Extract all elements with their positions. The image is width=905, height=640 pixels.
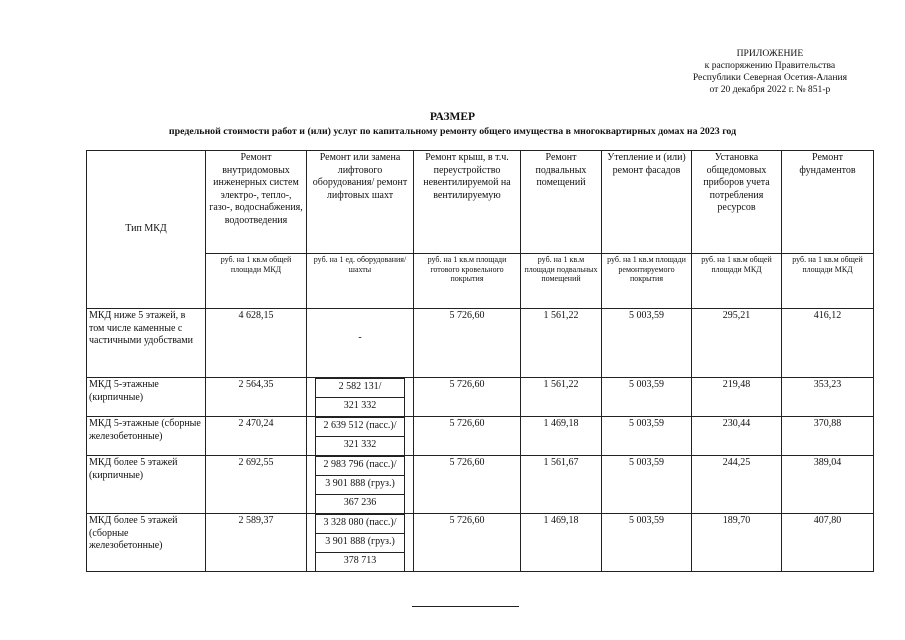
cell-facade: 5 003,59 xyxy=(602,309,692,378)
lift-values xyxy=(315,378,405,416)
cell-roof: 5 726,60 xyxy=(414,514,521,572)
cell-engineering: 2 470,24 xyxy=(206,417,307,456)
cell-facade: 5 003,59 xyxy=(602,456,692,514)
cell-meters: 244,25 xyxy=(692,456,782,514)
cell-engineering: 2 589,37 xyxy=(206,514,307,572)
lift-value: 378 713 xyxy=(316,553,405,572)
cell-roof: 5 726,60 xyxy=(414,378,521,417)
unit-row xyxy=(87,254,874,309)
column-header: Ремонт внутридомовых инженерных систем электро-, тепло-, газо-, водоснабжения, водоотведения xyxy=(206,151,307,254)
cell-basement: 1 469,18 xyxy=(521,514,602,572)
cell-foundation: 353,23 xyxy=(782,378,874,417)
appendix-block xyxy=(693,48,847,96)
table-row xyxy=(87,417,874,456)
table-row xyxy=(87,456,874,514)
unit-cell: руб. на 1 кв.м площади готового кровельного покрытия xyxy=(414,254,521,309)
cell-lift xyxy=(307,378,414,417)
unit-cell: руб. на 1 ед. оборудования/шахты xyxy=(307,254,414,309)
lift-value: 3 901 888 (груз.) xyxy=(316,476,405,495)
cell-facade: 5 003,59 xyxy=(602,514,692,572)
cell-basement: 1 561,22 xyxy=(521,309,602,378)
lift-value: 2 639 512 (пасс.)/ xyxy=(316,418,405,437)
cell-foundation: 370,88 xyxy=(782,417,874,456)
column-header: Ремонт крыш, в т.ч. переустройство невентилируемой на вентилируемую xyxy=(414,151,521,254)
cell-basement: 1 561,67 xyxy=(521,456,602,514)
table-row xyxy=(87,514,874,572)
appendix-line: ПРИЛОЖЕНИЕ xyxy=(736,48,804,59)
unit-cell: руб. на 1 кв.м площади ремонтируемого покрытия xyxy=(602,254,692,309)
cell-basement: 1 561,22 xyxy=(521,378,602,417)
cell-lift xyxy=(307,417,414,456)
column-header: Ремонт или замена лифтового оборудования/ ремонт лифтовых шахт xyxy=(307,151,414,254)
type-header: Тип МКД xyxy=(87,151,206,309)
lift-value: 321 332 xyxy=(316,398,405,417)
unit-cell: руб. на 1 кв.м площади подвальных помещений xyxy=(521,254,602,309)
column-header: Ремонт подвальных помещений xyxy=(521,151,602,254)
row-type: МКД 5-этажные (сборные железобетонные) xyxy=(87,417,206,456)
document-subtitle: предельной стоимости работ и (или) услуг по капитальному ремонту общего имущества в многоквартирных домах на 2023 год xyxy=(168,126,737,137)
lift-values xyxy=(315,514,405,571)
cell-lift xyxy=(307,514,414,572)
cell-engineering: 4 628,15 xyxy=(206,309,307,378)
lift-value: 367 236 xyxy=(316,495,405,514)
column-header: Утепление и (или) ремонт фасадов xyxy=(602,151,692,254)
unit-cell: руб. на 1 кв.м общей площади МКД xyxy=(206,254,307,309)
appendix-line: Республики Северная Осетия-Алания xyxy=(692,72,847,83)
empty-dash: - xyxy=(358,332,362,343)
cell-engineering: 2 692,55 xyxy=(206,456,307,514)
cell-roof: 5 726,60 xyxy=(414,309,521,378)
cell-foundation: 416,12 xyxy=(782,309,874,378)
cell-lift xyxy=(307,456,414,514)
table-row xyxy=(87,309,874,378)
lift-value: 3 328 080 (пасс.)/ xyxy=(316,515,405,534)
lift-value: 3 901 888 (груз.) xyxy=(316,534,405,553)
column-header: Установка общедомовых приборов учета потребления ресурсов xyxy=(692,151,782,254)
cell-meters: 295,21 xyxy=(692,309,782,378)
cell-facade: 5 003,59 xyxy=(602,417,692,456)
unit-cell: руб. на 1 кв.м общей площади МКД xyxy=(782,254,874,309)
cell-lift xyxy=(307,309,414,378)
cell-meters: 189,70 xyxy=(692,514,782,572)
cell-roof: 5 726,60 xyxy=(414,456,521,514)
cell-basement: 1 469,18 xyxy=(521,417,602,456)
document-title: РАЗМЕР xyxy=(429,111,476,123)
header-row xyxy=(87,151,874,254)
lift-values xyxy=(315,456,405,513)
appendix-line: к распоряжению Правительства xyxy=(704,60,836,71)
cell-meters: 219,48 xyxy=(692,378,782,417)
lift-values xyxy=(315,417,405,455)
unit-cell: руб. на 1 кв.м общей площади МКД xyxy=(692,254,782,309)
row-type: МКД более 5 этажей (сборные железобетонные) xyxy=(87,514,206,572)
cell-engineering: 2 564,35 xyxy=(206,378,307,417)
cell-foundation: 389,04 xyxy=(782,456,874,514)
cost-table xyxy=(86,150,874,572)
row-type: МКД более 5 этажей (кирпичные) xyxy=(87,456,206,514)
row-type: МКД ниже 5 этажей, в том числе каменные с частичными удобствами xyxy=(87,309,206,378)
footer-divider xyxy=(412,606,519,607)
row-type: МКД 5-этажные (кирпичные) xyxy=(87,378,206,417)
table-row xyxy=(87,378,874,417)
column-header: Ремонт фундаментов xyxy=(782,151,874,254)
cell-meters: 230,44 xyxy=(692,417,782,456)
cell-roof: 5 726,60 xyxy=(414,417,521,456)
lift-value: 2 983 796 (пасс.)/ xyxy=(316,457,405,476)
lift-value: 2 582 131/ xyxy=(316,379,405,398)
appendix-line: от 20 декабря 2022 г. № 851-р xyxy=(709,84,831,95)
cell-foundation: 407,80 xyxy=(782,514,874,572)
cell-facade: 5 003,59 xyxy=(602,378,692,417)
lift-value: 321 332 xyxy=(316,437,405,456)
